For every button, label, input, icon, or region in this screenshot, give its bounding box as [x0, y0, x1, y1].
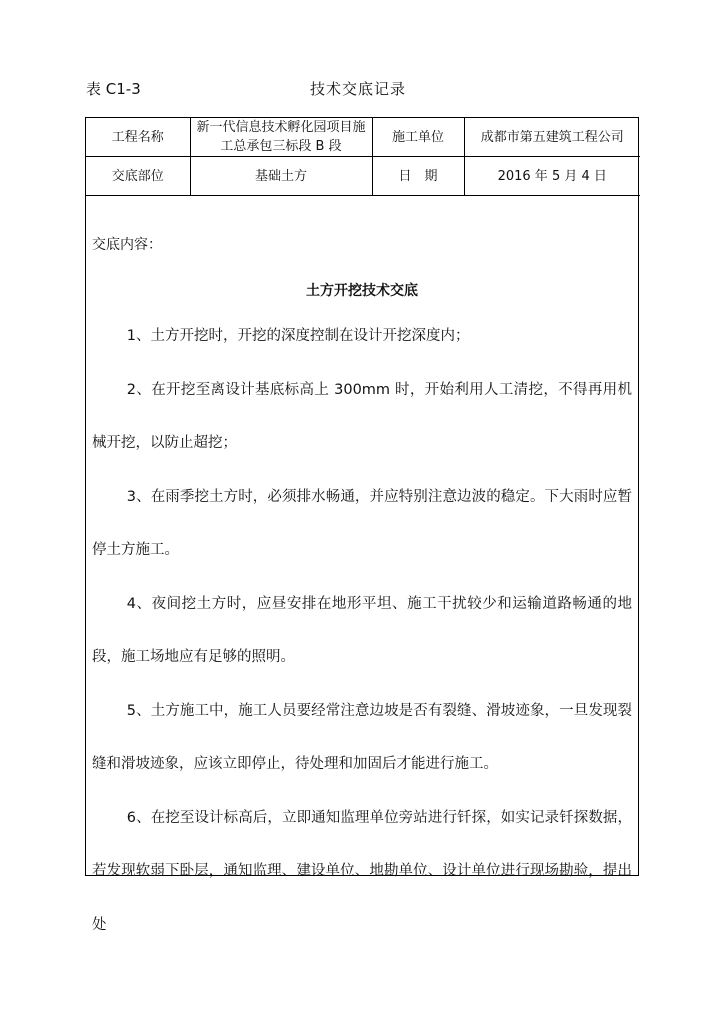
content-item-1: 1、土方开挖时，开挖的深度控制在设计开挖深度内；	[126, 328, 470, 344]
content-item-3: 3、在雨季挖土方时，必须排水畅通，并应特别注意边波的稳定。下大雨时应暂停土方施工。	[92, 488, 632, 558]
info-table	[86, 118, 640, 196]
content-body	[92, 310, 632, 952]
document-title: 技术交底记录	[310, 80, 407, 98]
form-code: 表 C1-3	[86, 80, 141, 98]
part-value: 基础土方	[190, 157, 372, 196]
project-label: 工程名称	[86, 118, 190, 157]
contractor-label: 施工单位	[372, 118, 464, 157]
contractor-value: 成都市第五建筑工程公司	[464, 118, 640, 157]
content-item-4: 4、夜间挖土方时，应昼安排在地形平坦、施工干扰较少和运输道路畅通的地段，施工场地应有足够的照明。	[92, 595, 632, 665]
disclosure-sheet	[85, 117, 639, 933]
content-subtitle: 土方开挖技术交底	[306, 283, 418, 299]
table-row	[86, 118, 640, 157]
content-item-5: 5、土方施工中，施工人员要经常注意边坡是否有裂缝、滑坡迹象，一旦发现裂缝和滑坡迹象，应该立即停止，待处理和加固后才能进行施工。	[92, 702, 632, 772]
date-value: 2016 年 5 月 4 日	[464, 157, 640, 196]
table-row	[86, 157, 640, 196]
project-value: 新一代信息技术孵化园项目施工总承包三标段 B 段	[190, 118, 372, 157]
content-item-6: 6、在挖至设计标高后，立即通知监理单位旁站进行钎探，如实记录钎探数据，若发现软弱下卧层，通知监理、建设单位、地勘单位、设计单位进行现场勘验，提出处	[92, 809, 632, 933]
part-label: 交底部位	[86, 157, 190, 196]
content-item-2: 2、在开挖至离设计基底标高上 300mm 时，开始利用人工清挖，不得再用机械开挖，以防止超挖；	[92, 381, 632, 451]
content-label: 交底内容：	[92, 237, 162, 253]
content-area	[86, 196, 638, 933]
date-label: 日 期	[372, 157, 464, 196]
